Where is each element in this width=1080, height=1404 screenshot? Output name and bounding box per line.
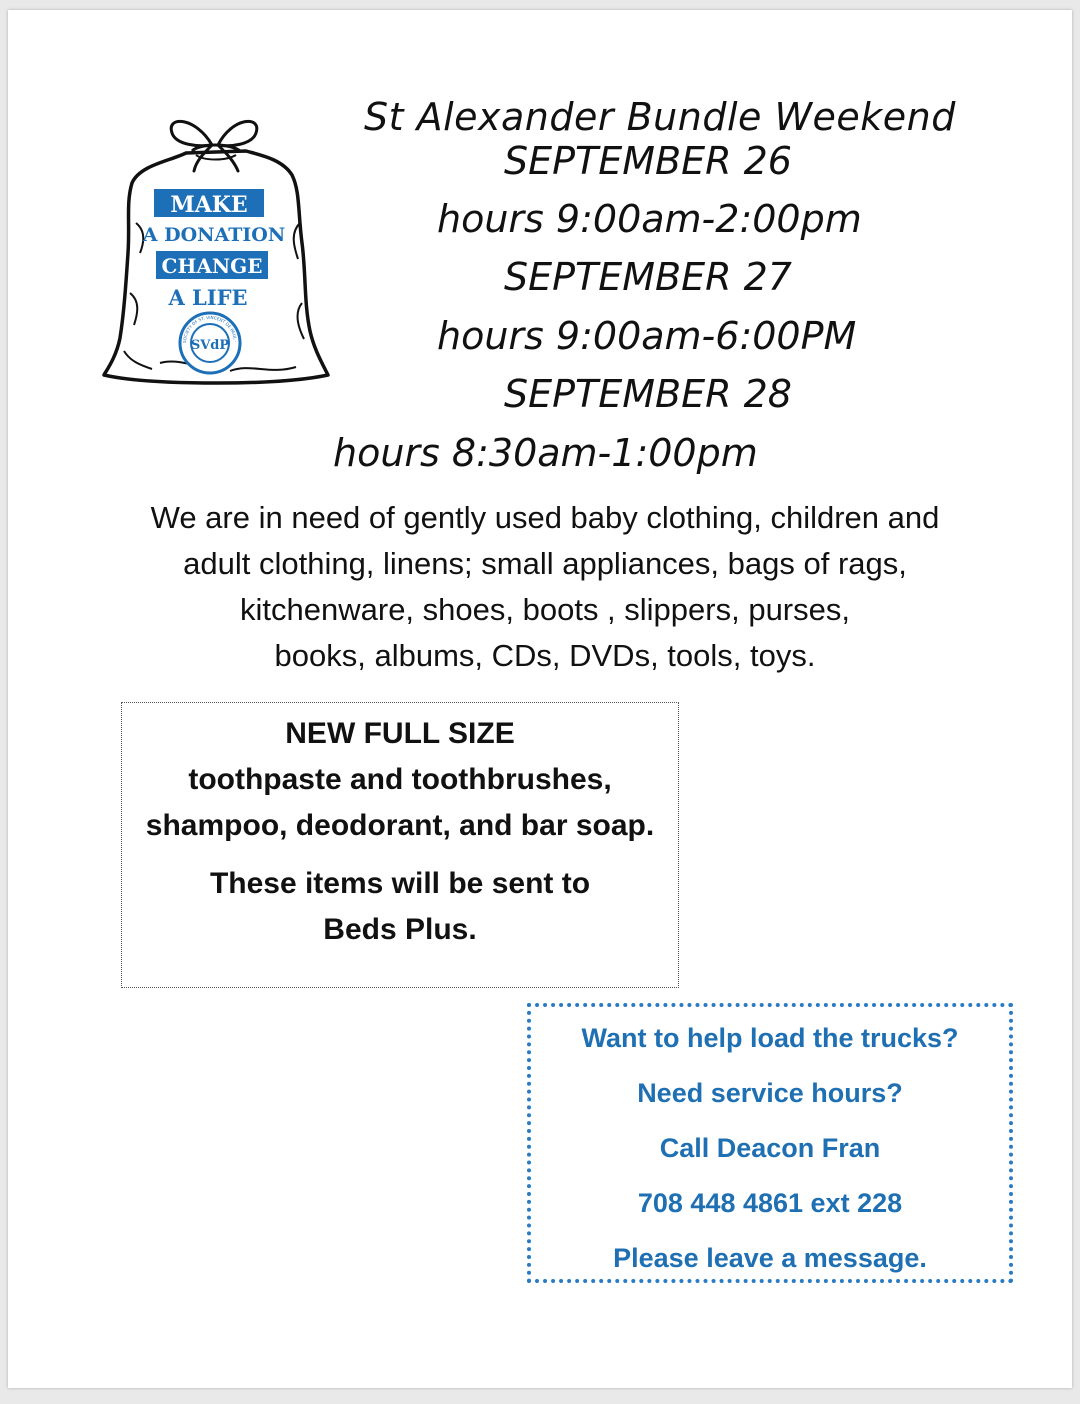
toiletries-line: shampoo, deodorant, and bar soap. [145,809,655,842]
needs-line: kitchenware, shoes, boots , slippers, purses, [240,592,850,627]
toiletries-heading: NEW FULL SIZE [285,717,515,750]
seal-text: SOCIETY OF ST. VINCENT DE PAUL · [181,314,238,344]
volunteer-line: Please leave a message. [613,1243,927,1273]
needed-items-paragraph [100,495,990,679]
date-day-3: SEPTEMBER 28 [504,372,792,416]
needs-line: We are in need of gently used baby clothing, children and [150,500,940,535]
logo-line-make: MAKE [170,192,248,218]
volunteer-box [527,1003,1013,1283]
logo-line-life: A LIFE [168,285,248,310]
toiletries-line: toothpaste and toothbrushes, [188,763,612,796]
contact-name: Call Deacon Fran [659,1133,881,1163]
seal-mark: SVdP [190,338,230,353]
needs-line: adult clothing, linens; small appliances, bags of rags, [183,546,907,581]
toiletries-destination: These items will be sent to [209,867,591,900]
date-day-2: SEPTEMBER 27 [504,255,792,299]
hours-day-3: hours 8:30am-1:00pm [333,431,758,475]
volunteer-line: Want to help load the trucks? [581,1023,959,1053]
toiletries-destination: Beds Plus. [323,913,477,946]
hours-day-1: hours 9:00am-2:00pm [437,197,862,241]
hours-day-2: hours 9:00am-6:00PM [437,314,857,358]
logo-line-change: CHANGE [161,254,263,278]
logo-line-donation: A DONATION [142,224,286,246]
contact-phone: 708 448 4861 ext 228 [637,1188,903,1218]
date-day-1: SEPTEMBER 26 [504,139,792,183]
toiletries-box [121,702,679,988]
donation-bag-logo [100,113,332,385]
event-title: St Alexander Bundle Weekend [364,95,956,139]
needs-line: books, albums, CDs, DVDs, tools, toys. [274,638,816,673]
volunteer-line: Need service hours? [637,1078,903,1108]
